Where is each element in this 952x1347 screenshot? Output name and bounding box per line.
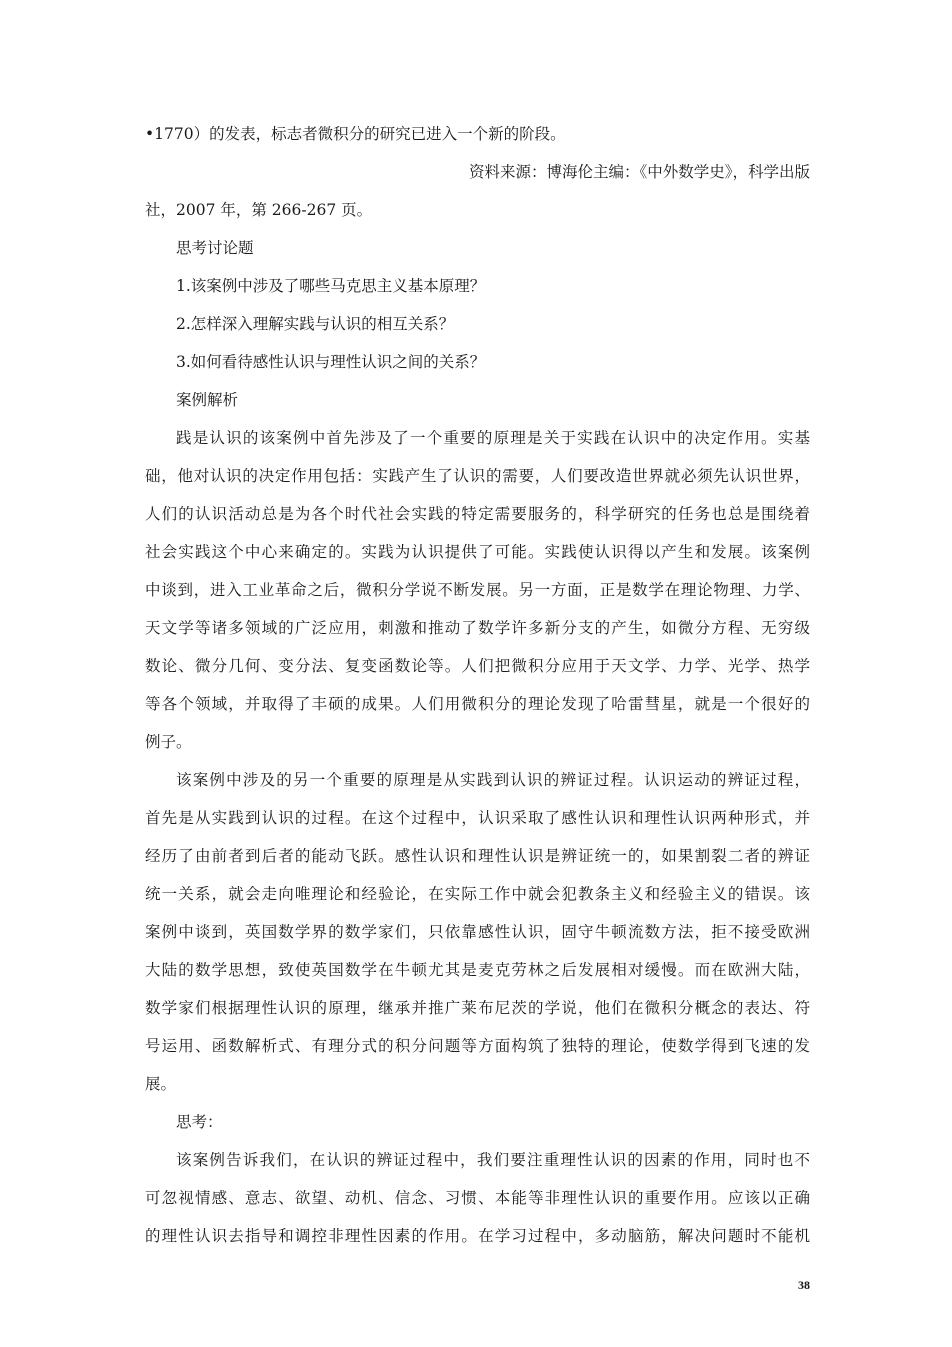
paragraph-line: 首先是从实践到认识的过程。在这个过程中，认识采取了感性认识和理性认识两种形式，并 [145,809,810,827]
paragraph-line: 践是认识的该案例中首先涉及了一个重要的原理是关于实践在认识中的决定作用。实基 [176,429,810,447]
paragraph-line: 社会实践这个中心来确定的。实践为认识提供了可能。实践使认识得以产生和发展。该案例 [145,543,810,561]
paragraph-line: 经历了由前者到后者的能动飞跃。感性认识和理性认识是辨证统一的，如果割裂二者的辨证 [145,847,810,865]
page-number: 38 [798,1278,810,1292]
paragraph-line: 该案例中涉及的另一个重要的原理是从实践到认识的辨证过程。认识运动的辨证过程， [176,771,810,789]
paragraph-line: 统一关系，就会走向唯理论和经验论，在实际工作中就会犯教条主义和经验主义的错误。该 [145,885,810,903]
paragraph-line: 的理性认识去指导和调控非理性因素的作用。在学习过程中，多动脑筋，解决问题时不能机 [145,1227,810,1245]
paragraph-line: 数学家们根据理性认识的原理，继承并推广莱布尼茨的学说，他们在微积分概念的表达、符 [145,999,810,1017]
source-line: 资料来源：博海伦主编：《中外数学史》，科学出版 [468,163,810,181]
text-line: •1770）的发表，标志者微积分的研究已进入一个新的阶段。 [145,125,566,143]
section-heading: 案例解析 [176,391,239,409]
paragraph-line: 案例中谈到，英国数学界的数学家们，只依靠感性认识，固守牛顿流数方法，拒不接受欧洲 [145,923,810,941]
question-item: 1.该案例中涉及了哪些马克思主义基本原理？ [176,277,486,295]
section-heading: 思考讨论题 [176,239,254,257]
paragraph-line: 天文学等诸多领域的广泛应用，刺激和推动了数学许多新分支的产生，如微分方程、无穷级 [145,619,810,637]
question-item: 2.怎样深入理解实践与认识的相互关系？ [176,315,455,333]
paragraph-line: 大陆的数学思想，致使英国数学在牛顿尤其是麦克劳林之后发展相对缓慢。而在欧洲大陆， [145,961,810,979]
question-item: 3.如何看待感性认识与理性认识之间的关系？ [176,353,486,371]
paragraph-line: 等各个领域，并取得了丰硕的成果。人们用微积分的理论发现了哈雷彗星，就是一个很好的 [145,695,810,713]
paragraph-line: 数论、微分几何、变分法、复变函数论等。人们把微积分应用于天文学、力学、光学、热学 [145,657,810,675]
paragraph-line: 础，他对认识的决定作用包括：实践产生了认识的需要，人们要改造世界就必须先认识世界， [145,467,810,485]
paragraph-line: 中谈到，进入工业革命之后，微积分学说不断发展。另一方面，正是数学在理论物理、力学、 [145,581,810,599]
paragraph-line: 展。 [145,1075,177,1093]
paragraph-line: 人们的认识活动总是为各个时代社会实践的特定需要服务的，科学研究的任务也总是围绕着 [145,505,810,523]
paragraph-line: 该案例告诉我们，在认识的辨证过程中，我们要注重理性认识的因素的作用，同时也不 [176,1151,810,1169]
paragraph-line: 号运用、函数解析式、有理分式的积分问题等方面构筑了独特的理论，使数学得到飞速的发 [145,1037,810,1055]
source-line: 社，2007 年，第 266-267 页。 [145,201,373,219]
paragraph-line: 例子。 [145,733,192,751]
section-heading: 思考： [176,1113,223,1131]
paragraph-line: 可忽视情感、意志、欲望、动机、信念、习惯、本能等非理性认识的重要作用。应该以正确 [145,1189,810,1207]
